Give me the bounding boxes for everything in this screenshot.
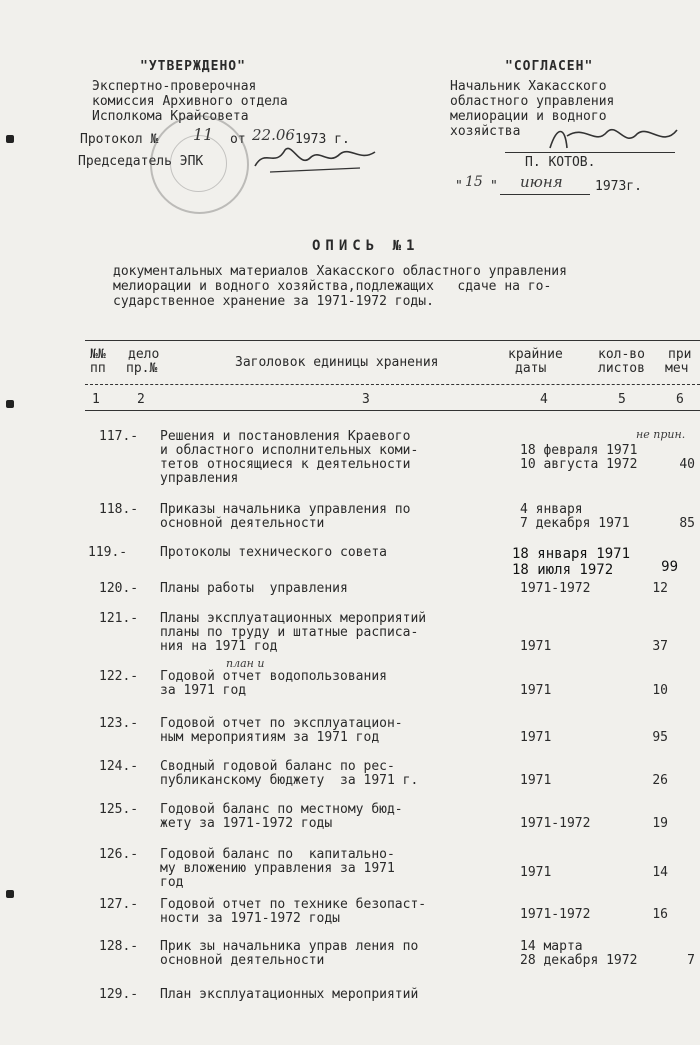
- entry-title: Сводный годовой баланс по рес- публиканскому бюджету за 1971 г.: [160, 759, 419, 788]
- entry-number: 118.-: [99, 502, 139, 517]
- agreed-month: июня: [520, 173, 563, 191]
- entry-number: 129.-: [99, 987, 139, 1002]
- entry-sheets: 16: [652, 907, 668, 922]
- entry-number: 125.-: [99, 802, 139, 817]
- entry-dates: 1971-1972: [520, 581, 591, 596]
- entry-dates: 1971-1972: [520, 907, 591, 922]
- agreed-header: "СОГЛАСЕН": [505, 59, 594, 74]
- col6-header: меч: [665, 361, 689, 376]
- inventory-heading: ОПИСЬ №1: [312, 238, 420, 254]
- col3-header: Заголовок единицы хранения: [235, 355, 439, 370]
- entry-dates: 18 февраля 1971 10 августа 1972: [520, 443, 638, 472]
- entry-number: 120.-: [99, 581, 139, 596]
- col4-header: даты: [515, 361, 547, 376]
- entry-title: Годовой отчет водопользования за 1971 год: [160, 669, 387, 698]
- signature-line: [505, 152, 675, 153]
- entry-dates: 18 января 1971 18 июля 1972: [512, 546, 631, 578]
- column-number: 5: [618, 392, 626, 407]
- entry-number: 119.-: [88, 545, 128, 560]
- inventory-description-line: мелиорации и водного хозяйства,подлежащих сдаче на го-: [113, 279, 552, 294]
- entry-title: Годовой отчет по эксплуатацион- ным мероприятиям за 1971 год: [160, 716, 403, 745]
- column-number: 2: [137, 392, 145, 407]
- column-number: 4: [540, 392, 548, 407]
- director-name: П. КОТОВ.: [525, 155, 596, 170]
- entry-number: 121.-: [99, 611, 139, 626]
- col5-header: листов: [598, 361, 645, 376]
- agreed-line: Начальник Хакасского: [450, 79, 607, 94]
- col6-header: при: [668, 347, 692, 362]
- agreed-line: мелиорации и водного: [450, 109, 607, 124]
- entry-note: не прин.: [636, 428, 686, 441]
- entry-sheets: 7: [687, 953, 695, 968]
- binder-hole: [6, 135, 14, 143]
- approved-header: "УТВЕРЖДЕНО": [140, 59, 246, 74]
- entry-title: Решения и постановления Краевого и областного исполнительных коми- тетов относящиеся к деятельности управления: [160, 429, 419, 486]
- agreed-day: 15: [465, 174, 483, 190]
- approved-line: комиссия Архивного отдела: [92, 94, 288, 109]
- col2-header: пр.№: [126, 361, 158, 376]
- entry-sheets: 26: [652, 773, 668, 788]
- col5-header: кол-во: [598, 347, 645, 362]
- inventory-description-line: сударственное хранение за 1971-1972 годы.: [113, 294, 434, 309]
- entry-number: 122.-: [99, 669, 139, 684]
- protocol-year: 1973 г.: [295, 132, 350, 147]
- entry-sheets: 14: [652, 865, 668, 880]
- month-underline: [500, 194, 590, 195]
- entry-number: 127.-: [99, 897, 139, 912]
- entry-dates: 1971-1972: [520, 816, 591, 831]
- protocol-number: 11: [193, 125, 214, 144]
- entry-dates: 1971: [520, 683, 552, 698]
- entry-dates: 1971: [520, 730, 552, 745]
- entry-number: 124.-: [99, 759, 139, 774]
- entry-dates: 1971: [520, 773, 552, 788]
- col2-header: дело: [128, 347, 160, 362]
- entry-title: Годовой баланс по капитально- му вложению управления за 1971 год: [160, 847, 395, 890]
- table-numbers-rule: [85, 410, 700, 411]
- archive-stamp: [150, 115, 249, 214]
- entry-sheets: 40: [679, 457, 695, 472]
- entry-sheets: 19: [652, 816, 668, 831]
- agreed-line: хозяйства: [450, 124, 521, 139]
- entry-sheets: 95: [652, 730, 668, 745]
- entry-dates: 14 марта 28 декабря 1972: [520, 939, 638, 968]
- column-number: 6: [676, 392, 684, 407]
- entry-number: 123.-: [99, 716, 139, 731]
- approved-line: Экспертно-проверочная: [92, 79, 257, 94]
- column-number: 1: [92, 392, 100, 407]
- col4-header: крайние: [508, 347, 563, 362]
- entry-title: Годовой баланс по местному бюд- жету за 1971-1972 годы: [160, 802, 403, 831]
- binder-hole: [6, 400, 14, 408]
- entry-title: Приказы начальника управления по основной деятельности: [160, 502, 411, 531]
- entry-dates: 1971: [520, 639, 552, 654]
- agreed-line: областного управления: [450, 94, 615, 109]
- inventory-description-line: документальных материалов Хакасского областного управления: [113, 264, 567, 279]
- entry-dates: 1971: [520, 865, 552, 880]
- protocol-date: 22.06: [252, 126, 295, 144]
- entry-number: 126.-: [99, 847, 139, 862]
- entry-sheets: 37: [652, 639, 668, 654]
- entry-number: 117.-: [99, 429, 139, 444]
- entry-title: Протоколы технического совета: [160, 545, 387, 560]
- agreed-date-quote-close: ": [490, 179, 498, 194]
- entry-title: Планы эксплуатационных мероприятий планы по труду и штатные расписа- ния на 1971 год: [160, 611, 427, 654]
- table-top-rule: [85, 340, 700, 341]
- entry-dates: 4 января 7 декабря 1971: [520, 502, 630, 531]
- agreed-year: 1973г.: [595, 179, 642, 194]
- approved-line: Исполкома Крайсовета: [92, 109, 249, 124]
- agreed-date-quote-open: ": [455, 179, 463, 194]
- col1-header: пп: [90, 361, 106, 376]
- entry-sheets: 85: [679, 516, 695, 531]
- entry-title: Годовой отчет по технике безопаст- ности за 1971-1972 годы: [160, 897, 427, 926]
- entry-title: Планы работы управления: [160, 581, 348, 596]
- protocol-label: Протокол №: [80, 132, 159, 147]
- entry-sheets: 10: [652, 683, 668, 698]
- entry-note: план и: [226, 657, 265, 670]
- entry-title: План эксплуатационных мероприятий: [160, 987, 419, 1002]
- protocol-date-prefix: от: [230, 132, 246, 147]
- entry-sheets: 12: [652, 581, 668, 596]
- entry-sheets: 99: [661, 559, 678, 575]
- entry-number: 128.-: [99, 939, 139, 954]
- entry-title: Прик зы начальника управ ления по основной деятельности: [160, 939, 419, 968]
- chairman-label: Председатель ЭПК: [78, 154, 204, 169]
- col1-header: №№: [90, 347, 106, 362]
- chairman-signature: [250, 138, 380, 178]
- table-header-rule: [85, 384, 700, 385]
- binder-hole: [6, 890, 14, 898]
- column-number: 3: [362, 392, 370, 407]
